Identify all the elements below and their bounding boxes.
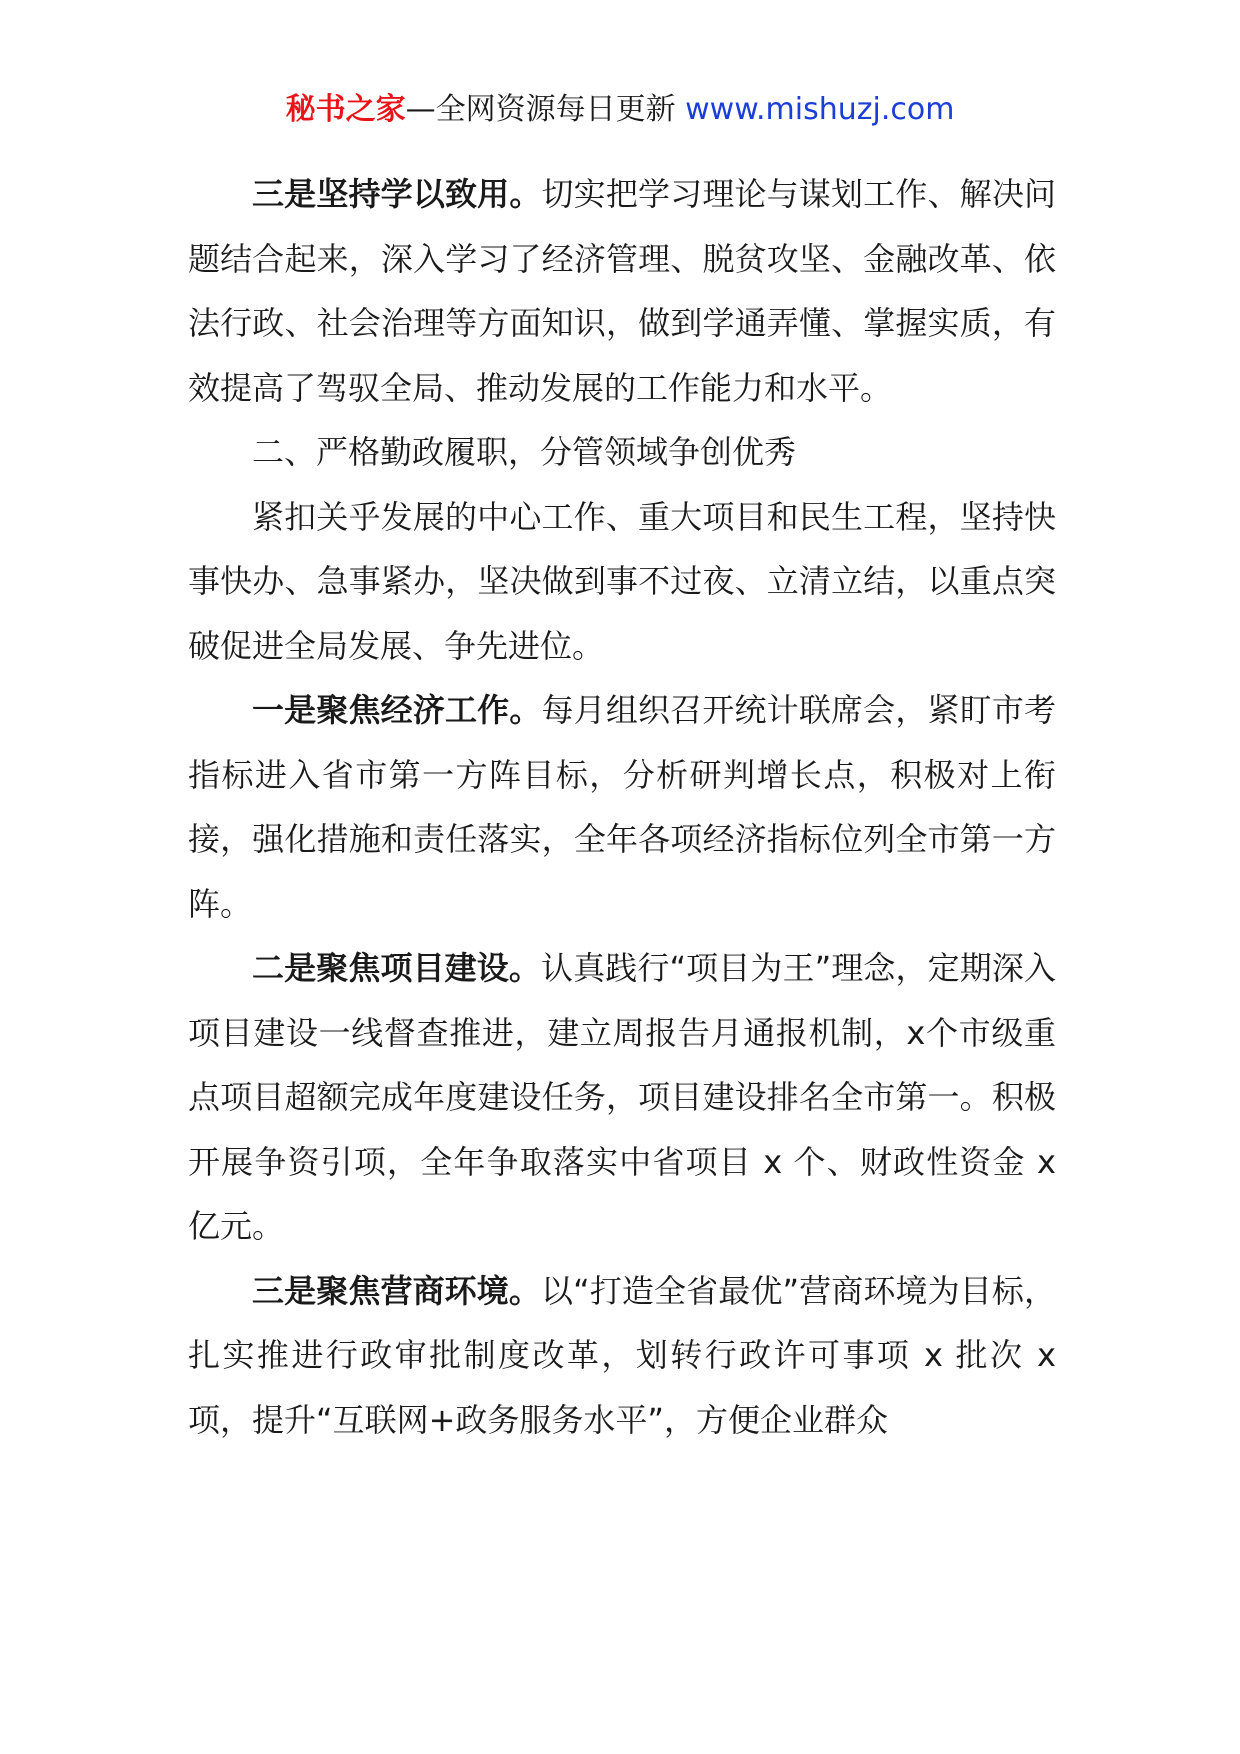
site-url-link[interactable]: www.mishuzj.com [685, 92, 955, 127]
paragraph-text: 切实把学习理论与谋划工作、解决问题结合起来，深入学习了经济管理、脱贫攻坚、金融改革、依法行政、社会治理等方面知识，做到学通弄懂、掌握实质，有效提高了驾驭全局、推动发展的工作能力和水平。 [188, 175, 1056, 407]
document-body [188, 162, 1056, 1452]
paragraph-lead: 三是坚持学以致用。 [252, 175, 542, 213]
paragraph-study-application [188, 162, 1056, 420]
site-header [0, 86, 1240, 134]
paragraph-business-environment [188, 1259, 1056, 1453]
header-slogan: —全网资源每日更新 [405, 92, 686, 127]
paragraph-text: 认真践行“项目为王”理念，定期深入项目建设一线督查推进，建立周报告月通报机制，x个市级重点项目超额完成年度建设任务，项目建设排名全市第一。积极开展争资引项，全年争取落实中省项目 x 个、财政性资金 x 亿元。 [188, 949, 1056, 1245]
paragraph-text: 以“打造全省最优”营商环境为目标，扎实推进行政审批制度改革，划转行政许可事项 x 批次 x 项，提升“互联网+政务服务水平”，方便企业群众 [188, 1271, 1056, 1439]
paragraph-lead: 三是聚焦营商环境。 [252, 1271, 542, 1310]
paragraph-section-intro [188, 485, 1056, 679]
paragraph-lead: 二是聚焦项目建设。 [252, 949, 542, 987]
section-heading: 二、严格勤政履职，分管领域争创优秀 [252, 433, 797, 471]
paragraph-text: 每月组织召开统计联席会，紧盯市考指标进入省市第一方阵目标，分析研判增长点，积极对上衔接，强化措施和责任落实，全年各项经济指标位列全市第一方阵。 [188, 691, 1056, 923]
paragraph-project-construction [188, 936, 1056, 1259]
paragraph-lead: 一是聚焦经济工作。 [252, 691, 542, 729]
paragraph-text: 紧扣关乎发展的中心工作、重大项目和民生工程，坚持快事快办、急事紧办，坚决做到事不过夜、立清立结，以重点突破促进全局发展、争先进位。 [188, 497, 1056, 665]
paragraph-economic-work [188, 678, 1056, 936]
brand-name: 秘书之家 [285, 92, 406, 127]
